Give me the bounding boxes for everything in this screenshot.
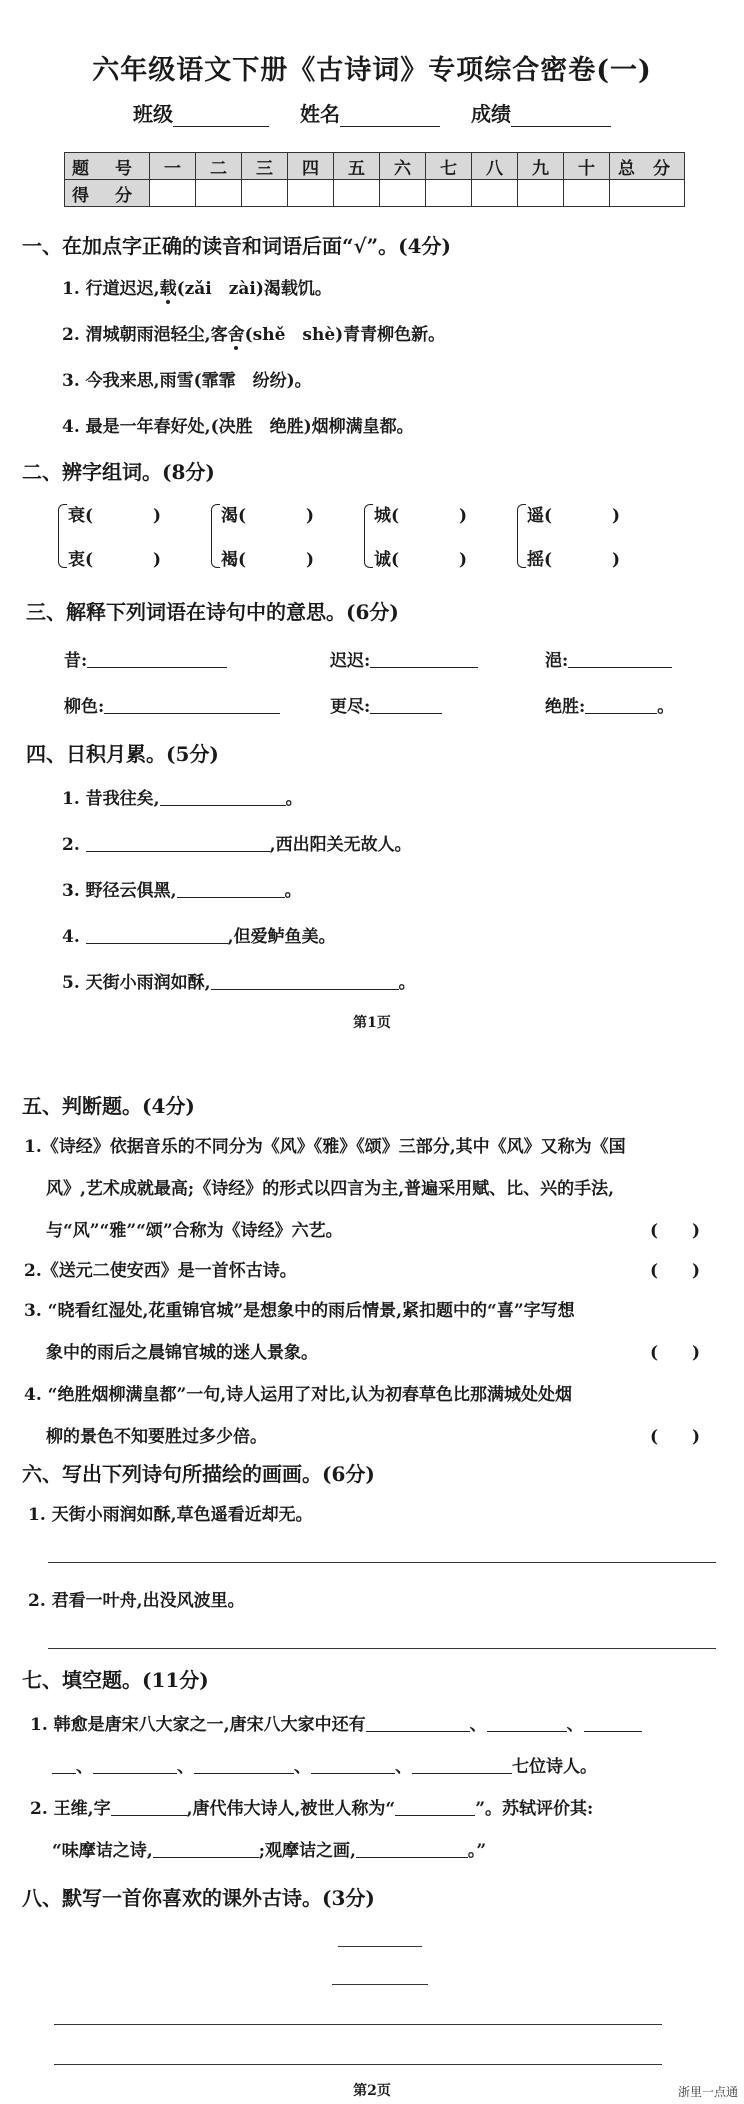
answer-blank[interactable] (111, 1797, 187, 1816)
section-7-heading: 七、填空题。(11分) (22, 1668, 209, 1692)
answer-blank[interactable] (104, 695, 280, 714)
section-3-heading: 三、解释下列词语在诗句中的意思。(6分) (26, 600, 399, 624)
answer-blank[interactable] (356, 1839, 468, 1858)
page-number-1: 第1页 (353, 1015, 391, 1031)
s7-q1-line2: 、 、 、 、 七位诗人。 (52, 1752, 597, 1777)
answer-blank[interactable] (366, 1713, 470, 1732)
answer-line[interactable] (48, 1562, 716, 1563)
score-row-label: 得 分 (65, 180, 150, 207)
score-table-header-row (65, 153, 685, 180)
answer-blank[interactable] (370, 695, 442, 714)
page-title: 六年级语文下册《古诗词》专项综合密卷(一) (92, 55, 652, 86)
s4-question-3: 3. 野径云俱黑, 。 (62, 881, 302, 901)
s1-q2-options[interactable]: (shě shè)青青柳色新。 (244, 325, 446, 345)
word-group[interactable]: 摇( ) (527, 550, 621, 570)
word-group[interactable]: 褐( ) (221, 550, 315, 570)
answer-blank[interactable] (93, 1755, 177, 1774)
word-pair-3 (374, 502, 467, 590)
score-cell-total[interactable] (610, 180, 685, 207)
section-6-heading: 六、写出下列诗句所描绘的画画。(6分) (22, 1462, 375, 1486)
score-blank[interactable] (511, 126, 611, 127)
s4-question-5: 5. 天街小雨润如酥, 。 (62, 973, 416, 993)
s1-question-4[interactable]: 4. 最是一年春好处,(决胜 绝胜)烟柳满皇都。 (62, 417, 414, 437)
s5-q3-line2: 象中的雨后之晨锦官城的迷人景象。 (46, 1343, 318, 1363)
score-table (64, 152, 685, 207)
word-pair-2 (221, 502, 314, 590)
score-cell[interactable] (334, 180, 380, 207)
score-col-2: 二 (196, 153, 242, 180)
score-cell[interactable] (472, 180, 518, 207)
word-group[interactable]: 遥( ) (527, 506, 621, 526)
score-cell[interactable] (518, 180, 564, 207)
class-label: 班级 (133, 102, 174, 126)
section-2-heading: 二、辨字组词。(8分) (22, 460, 215, 484)
word-group[interactable]: 衷( ) (68, 550, 162, 570)
poem-answer-line[interactable] (54, 2064, 662, 2065)
score-col-8: 八 (472, 153, 518, 180)
answer-blank[interactable] (311, 1755, 395, 1774)
score-cell[interactable] (564, 180, 610, 207)
dotted-char: 载 (160, 274, 177, 299)
class-blank[interactable] (173, 126, 269, 127)
s3-word-5: 更尽: (330, 692, 442, 717)
s7-q2-line2: “味摩诘之诗, ;观摩诘之画, 。” (52, 1841, 487, 1861)
s1-question-2 (62, 320, 445, 345)
score-col-3: 三 (242, 153, 288, 180)
name-blank[interactable] (340, 126, 440, 127)
word-group[interactable]: 衰( ) (68, 506, 162, 526)
answer-blank[interactable] (585, 695, 657, 714)
s5-q4-answer[interactable]: ( ) (650, 1427, 701, 1447)
score-col-1: 一 (150, 153, 196, 180)
score-table-row-label: 题 号 (65, 153, 150, 180)
section-8-heading: 八、默写一首你喜欢的课外古诗。(3分) (22, 1886, 375, 1910)
s5-q3-answer[interactable]: ( ) (650, 1343, 701, 1363)
s1-question-3[interactable]: 3. 今我来思,雨雪(霏霏 纷纷)。 (62, 371, 312, 391)
s5-q1-answer[interactable]: ( ) (650, 1221, 701, 1241)
s1-q1-text: 1. 行道迟迟, (62, 279, 160, 299)
s6-question-2: 2. 君看一叶舟,出没风波里。 (28, 1591, 245, 1611)
s6-question-1: 1. 天街小雨润如酥,草色遥看近却无。 (28, 1505, 313, 1525)
score-label: 成绩 (470, 102, 511, 126)
answer-blank[interactable] (412, 1755, 512, 1774)
brace-icon (364, 504, 373, 568)
s1-question-1 (62, 274, 332, 299)
name-label: 姓名 (300, 102, 340, 126)
answer-blank[interactable] (395, 1797, 475, 1816)
poem-answer-line[interactable] (54, 2024, 662, 2025)
score-cell[interactable] (150, 180, 196, 207)
page-number-2: 第2页 (353, 2083, 391, 2099)
s7-q2-line1: 2. 王维,字 ,唐代伟大诗人,被世人称为“ ”。苏轼评价其: (30, 1799, 594, 1819)
s3-word-3: 浥: (545, 646, 672, 671)
answer-line[interactable] (48, 1648, 716, 1649)
score-col-7: 七 (426, 153, 472, 180)
word-group[interactable]: 诚( ) (374, 550, 468, 570)
score-cell[interactable] (426, 180, 472, 207)
s4-question-1: 1. 昔我往矣, 。 (62, 789, 303, 809)
answer-blank[interactable] (153, 1839, 259, 1858)
score-col-total: 总 分 (610, 153, 685, 180)
word-group[interactable]: 渴( ) (221, 506, 315, 526)
s3-word-2: 迟迟: (330, 646, 478, 671)
answer-blank[interactable] (177, 879, 285, 898)
answer-blank[interactable] (87, 649, 227, 668)
dotted-char: 舍 (228, 320, 245, 345)
s7-q1-line1: 1. 韩愈是唐宋八大家之一,唐宋八大家中还有 、 、 (30, 1710, 642, 1735)
brace-icon (517, 504, 526, 568)
score-col-4: 四 (288, 153, 334, 180)
answer-blank[interactable] (52, 1755, 76, 1774)
brace-icon (211, 504, 220, 568)
score-col-9: 九 (518, 153, 564, 180)
score-cell[interactable] (380, 180, 426, 207)
s1-q2-text: 2. 渭城朝雨浥轻尘,客 (62, 325, 228, 345)
s5-q2-answer[interactable]: ( ) (650, 1261, 701, 1281)
score-cell[interactable] (288, 180, 334, 207)
s5-q2: 2.《送元二使安西》是一首怀古诗。 (24, 1261, 297, 1281)
s4-question-2: 2. ,西出阳关无故人。 (62, 835, 412, 855)
poem-author-line[interactable] (332, 1984, 428, 1985)
word-group[interactable]: 城( ) (374, 506, 468, 526)
s4-question-4: 4. ,但爱鲈鱼美。 (62, 927, 336, 947)
answer-blank[interactable] (487, 1713, 567, 1732)
student-info (0, 98, 744, 127)
answer-blank[interactable] (568, 649, 672, 668)
answer-blank[interactable] (86, 833, 270, 852)
answer-blank[interactable] (194, 1755, 294, 1774)
word-pair-4 (527, 502, 620, 590)
s5-q4-line2: 柳的景色不知要胜过多少倍。 (46, 1427, 267, 1447)
score-table-score-row (65, 180, 685, 207)
s3-word-6: 绝胜: 。 (545, 697, 675, 717)
poem-title-line[interactable] (338, 1946, 422, 1947)
s5-q1-line1: 1.《诗经》依据音乐的不同分为《风》《雅》《颂》三部分,其中《风》又称为《国 (24, 1137, 626, 1157)
s5-q1-line2: 风》,艺术成就最高;《诗经》的形式以四言为主,普遍采用赋、比、兴的手法, (46, 1179, 615, 1199)
s5-q3-line1: 3. “晓看红湿处,花重锦官城”是想象中的雨后情景,紧扣题中的“喜”字写想 (24, 1301, 575, 1321)
s3-word-1: 昔: (64, 646, 227, 671)
score-col-5: 五 (334, 153, 380, 180)
answer-blank[interactable] (211, 971, 399, 990)
score-cell[interactable] (242, 180, 288, 207)
answer-blank[interactable] (584, 1713, 642, 1732)
section-5-heading: 五、判断题。(4分) (22, 1094, 195, 1118)
brace-icon (58, 504, 67, 568)
s1-q1-options[interactable]: (zǎi zài)渴载饥。 (176, 279, 332, 299)
s3-word-4: 柳色: (64, 692, 280, 717)
section-4-heading: 四、日积月累。(5分) (26, 742, 219, 766)
word-pair-1 (68, 502, 161, 590)
section-1-heading: 一、在加点字正确的读音和词语后面“√”。(4分) (22, 234, 451, 258)
answer-blank[interactable] (160, 787, 286, 806)
score-col-6: 六 (380, 153, 426, 180)
score-col-10: 十 (564, 153, 610, 180)
watermark: 浙里一点通 (677, 2085, 738, 2099)
s5-q4-line1: 4. “绝胜烟柳满皇都”一句,诗人运用了对比,认为初春草色比那满城处处烟 (24, 1385, 573, 1405)
score-cell[interactable] (196, 180, 242, 207)
answer-blank[interactable] (86, 925, 228, 944)
answer-blank[interactable] (370, 649, 478, 668)
s5-q1-line3: 与“风”“雅”“颂”合称为《诗经》六艺。 (46, 1221, 343, 1241)
